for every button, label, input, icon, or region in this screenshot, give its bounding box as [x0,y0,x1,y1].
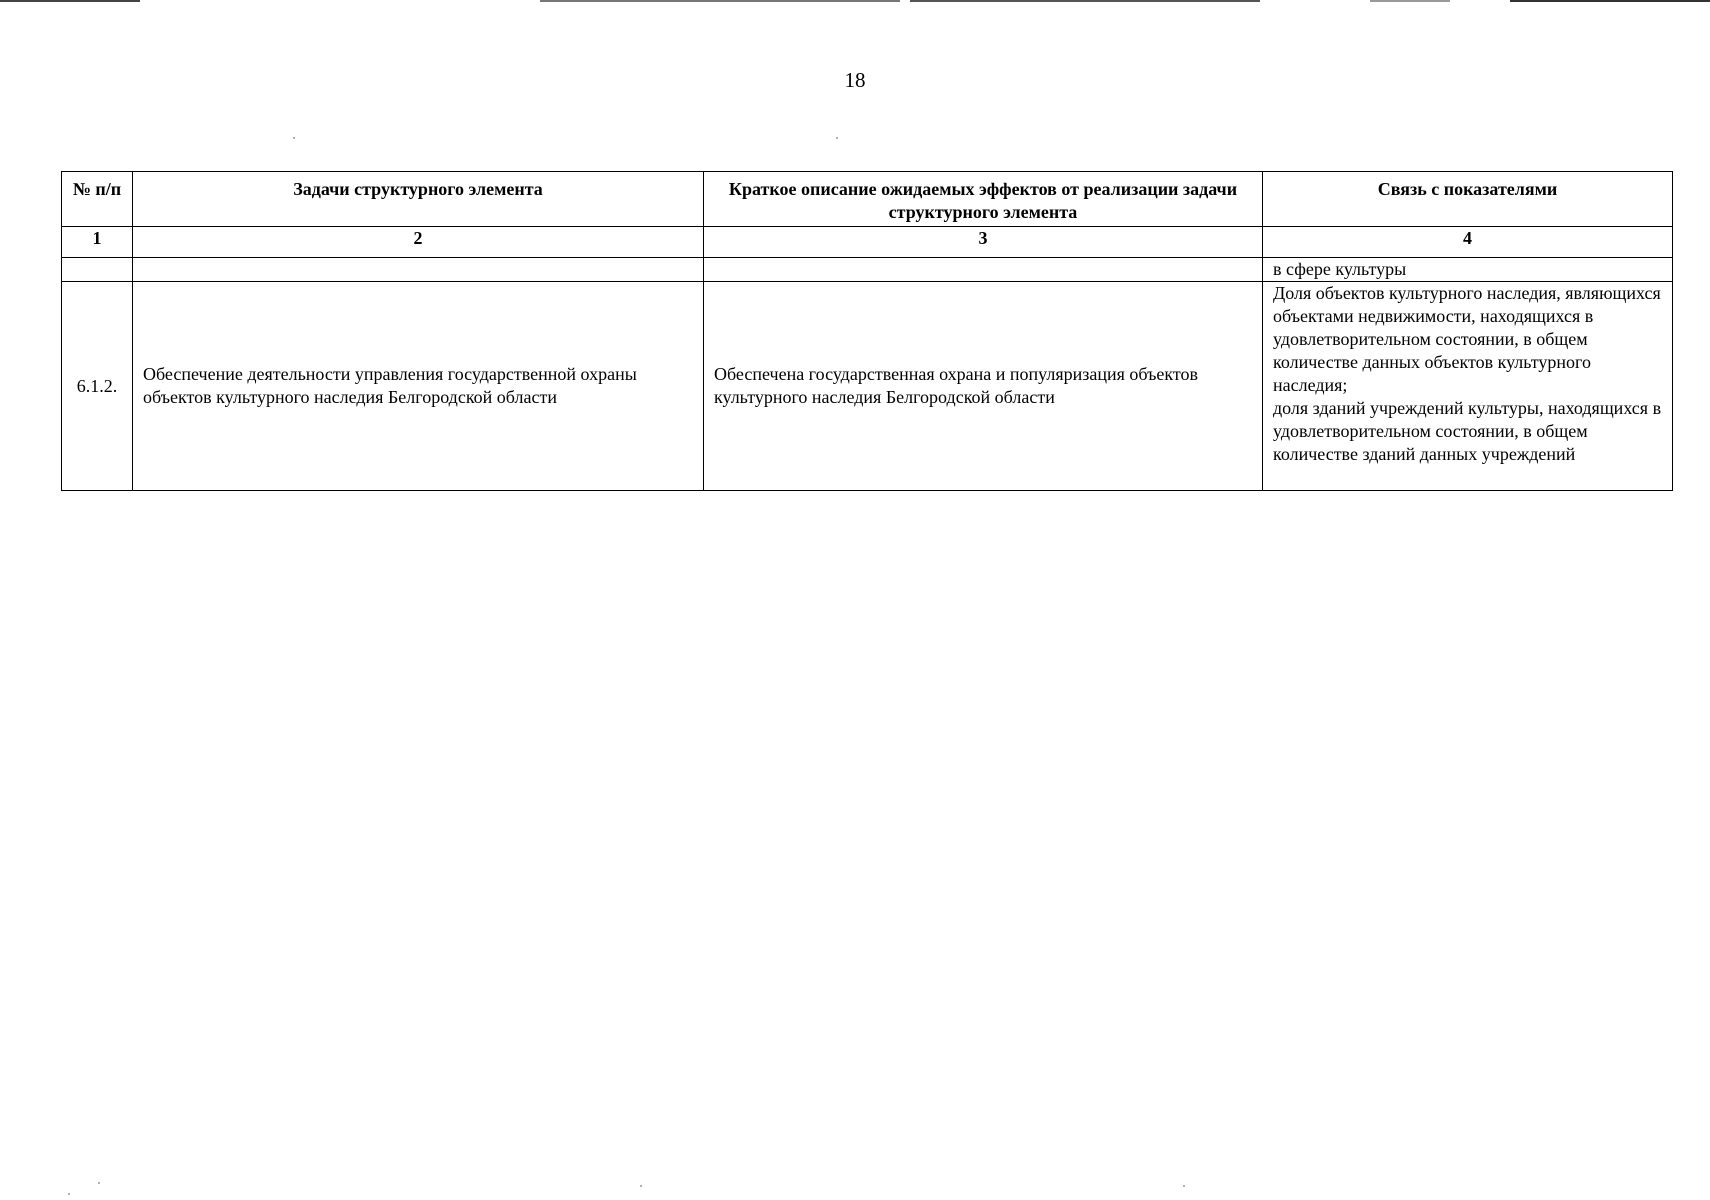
header-indicators: Связь с показателями [1263,172,1673,227]
indicator-text: Доля объектов культурного наследия, являющихся объектами недвижимости, находящихся в удовлетворительном состоянии, в общем количестве данных объектов культурного наследия; [1273,283,1661,395]
column-number: 3 [704,227,1263,258]
indicators-cell: в сфере культуры [1263,258,1673,282]
row-number: 6.1.2. [62,282,133,491]
column-number: 1 [62,227,133,258]
table-row [62,282,1673,491]
header-row [62,172,1673,227]
column-number-row [62,227,1673,258]
table-cell [133,258,704,282]
table-cell [62,258,133,282]
structural-element-table [61,171,1673,491]
header-task: Задачи структурного элемента [133,172,704,227]
scan-speck [68,1193,70,1195]
scan-top-edge [0,0,1710,2]
task-cell: Обеспечение деятельности управления государственной охраны объектов культурного наследия Белгородской области [133,282,704,491]
scan-speck [836,137,838,139]
header-effect: Краткое описание ожидаемых эффектов от реализации задачи структурного элемента [704,172,1263,227]
table-cell [704,258,1263,282]
indicators-cell [1263,282,1673,491]
scan-speck [98,1182,100,1184]
page-number: 18 [844,68,866,92]
scan-speck [293,137,295,139]
column-number: 4 [1263,227,1673,258]
column-number: 2 [133,227,704,258]
scan-speck [640,1185,642,1187]
indicator-text: доля зданий учреждений культуры, находящихся в удовлетворительном состоянии, в общем количестве зданий данных учреждений [1273,398,1662,464]
scan-speck [1183,1185,1185,1187]
header-num: № п/п [62,172,133,227]
effect-cell: Обеспечена государственная охрана и популяризация объектов культурного наследия Белгородской области [704,282,1263,491]
continuation-row [62,258,1673,282]
table-header [62,172,1673,227]
